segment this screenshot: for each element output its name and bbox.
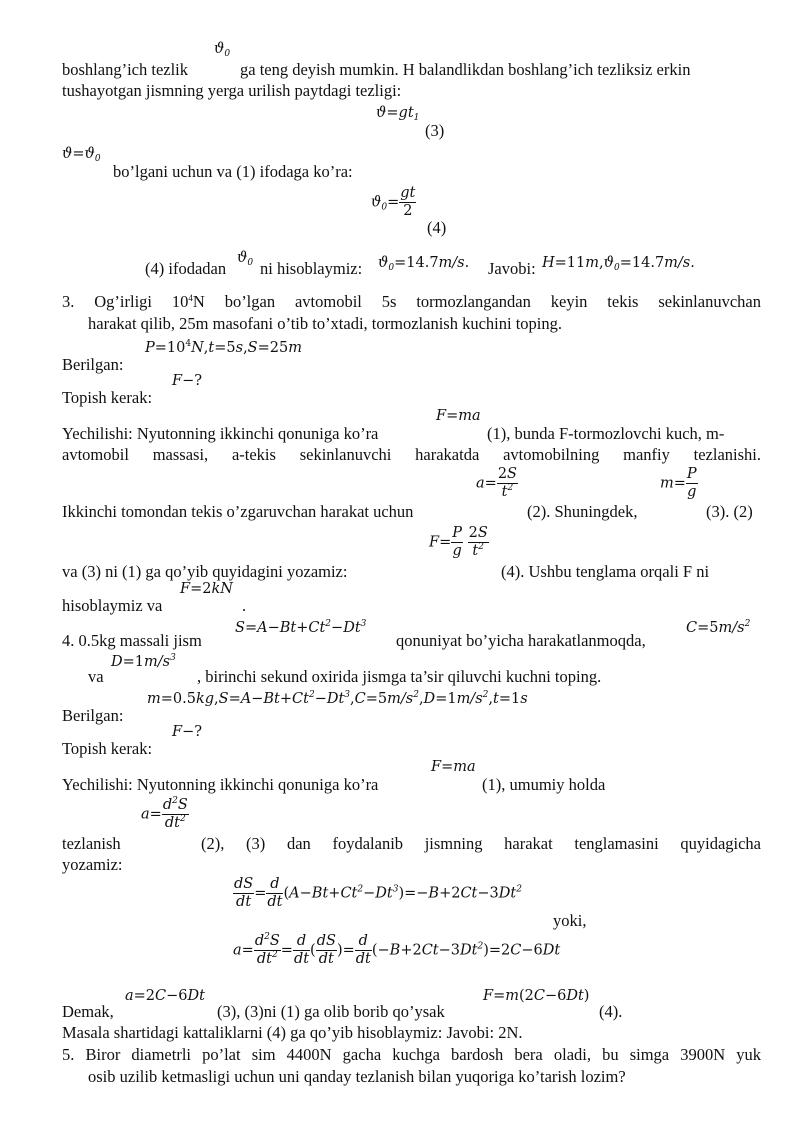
text-line: ni hisoblaymiz:: [260, 259, 363, 278]
formula-a-derivation: a= $\frac{d^2S}{dt^2}$ = $\frac{d}{dt}$ ( $\frac{dS}{dt}$ )= $\frac{d}{dt}$ $(-B+2Ct-3Dt^2)=2C-6Dt$: [233, 932, 561, 967]
text-line: Javobi:: [488, 259, 536, 278]
text-line: (4).: [599, 1002, 623, 1021]
text-line: va (3) ni (1) ga qo’yib quyidagini yozamiz:: [62, 562, 348, 581]
text-line: harakat qilib, 25m masofani o’tib to’xtadi, tormozlanish kuchini toping.: [88, 314, 562, 333]
text-line: Demak,: [62, 1002, 114, 1021]
text-line: yoki,: [553, 911, 587, 930]
formula-C-value: $C=5m/s^2$: [686, 619, 751, 636]
text-line: Berilgan:: [62, 706, 124, 725]
equation-number: (4): [427, 218, 447, 237]
formula-F-P-g-2S-t2: F= $\frac{P}{g}$ $\frac{2S}{t^2}$: [429, 525, 488, 559]
formula-dS-dt: $\frac{dS}{dt}$ = $\frac{d}{dt}$ $(A-Bt+Ct^2-Dt^3)=-B+2Ct-3Dt^2$: [234, 876, 522, 910]
text-line: osib uzilib ketmasligi uchun uni qanday tezlanish bilan yuqoriga ko’tarish lozim?: [88, 1067, 626, 1086]
formula-newton: F=ma: [436, 408, 481, 424]
text-line: avtomobil massasi, a-tekis sekinlanuvchi harakatda avtomobilning manfiy tezlanishi.: [62, 445, 761, 464]
formula-answer: $H=11m,ϑ_0=14.7m/s$.: [542, 255, 695, 273]
formula-v-gt: $ϑ=gt_1$: [376, 105, 420, 123]
text-line: (2), (3) dan foydalanib jismning harakat tenglamasini quyidagicha: [201, 834, 761, 853]
formula-a-2S-t2: a= $\frac{2S}{t^2}$: [476, 466, 517, 500]
formula-v0-value: $ϑ_0=14.7m/s$.: [378, 255, 470, 273]
text-line: hisoblaymiz va: [62, 596, 163, 615]
text-line: (4) ifodadan: [145, 259, 227, 278]
formula-F-m-2C-6Dt: F=m(2C−6Dt): [483, 988, 590, 1004]
text-line: bo’lgani uchun va (1) ifodaga ko’ra:: [113, 162, 353, 181]
text-line: (2). Shuningdek,: [527, 502, 638, 521]
formula-a-2C-6Dt: a=2C−6Dt: [125, 988, 205, 1004]
text-line: Masala shartidagi kattaliklarni (4) ga qo’yib hisoblaymiz: Javobi: 2N.: [62, 1023, 523, 1042]
text-line: Berilgan:: [62, 355, 124, 374]
formula-D-value: $D=1m/s^3$: [111, 653, 176, 670]
formula-v-v0: $ϑ=ϑ_0$: [62, 146, 101, 164]
formula-v0: $ϑ_0$: [214, 41, 231, 59]
text-line: tushayotgan jismning yerga urilish paytdagi tezligi:: [62, 81, 402, 100]
formula-find-F: F−?: [172, 724, 202, 740]
text-line: (3). (2): [706, 502, 753, 521]
text-line: yozamiz:: [62, 855, 123, 874]
text-line: Ikkinchi tomondan tekis o’zgaruvchan harakat uchun: [62, 502, 414, 521]
text-line: (3), (3)ni (1) ga olib borib qo’ysak: [217, 1002, 445, 1021]
text-line: boshlang’ich tezlik: [62, 60, 189, 79]
problem-3-line: 3. Og’irligi $10^4N$ bo’lgan avtomobil 5s tormozlangandan keyin tekis sekinlanuvchan: [62, 292, 761, 311]
formula-given-3: $P=10^4N,t=5s,S=25m$: [145, 339, 302, 356]
problem-5-line: 5. Biror diametrli po’lat sim 4400N gacha kuchga bardosh bera oladi, bu simga 3900N yuk: [62, 1045, 761, 1064]
text-line: qonuniyat bo’yicha harakatlanmoqda,: [396, 631, 646, 650]
text-line: (1), umumiy holda: [482, 775, 606, 794]
formula-find-F: F−?: [172, 373, 202, 389]
text-line: (4). Ushbu tenglama orqali F ni: [501, 562, 710, 581]
equation-number: (3): [425, 121, 445, 140]
text-line: Topish kerak:: [62, 388, 153, 407]
formula-F-2kN: F=2kN: [180, 581, 233, 597]
text-line: .: [242, 596, 247, 615]
text-line: tezlanish: [62, 834, 121, 853]
formula-a-d2S-dt2: a= $\frac{d^2S}{dt^2}$: [141, 796, 188, 831]
formula-S-law: $S=A-Bt+Ct^2-Dt^3$: [235, 619, 367, 636]
text-line: Yechilishi: Nyutonning ikkinchi qonuniga ko’ra: [62, 775, 379, 794]
text-line: Yechilishi: Nyutonning ikkinchi qonuniga ko’ra: [62, 424, 379, 443]
formula-v0-gt2: $ϑ_0=$ $\frac{gt}{2}$: [371, 185, 416, 219]
text-line: , birinchi sekund oxirida jismga ta’sir qiluvchi kuchni toping.: [197, 667, 602, 686]
formula-newton: F=ma: [431, 759, 476, 775]
text-line: Topish kerak:: [62, 739, 153, 758]
text-line: va: [88, 667, 104, 686]
formula-v0-inline: $ϑ_0$: [237, 250, 254, 268]
text-line: ga teng deyish mumkin. H balandlikdan boshlang’ich tezliksiz erkin: [240, 60, 691, 79]
formula-given-4: $m=0.5kg,S=A-Bt+Ct^2-Dt^3,C=5m/s^2,D=1m/s^2,t=1s$: [147, 690, 528, 707]
formula-m-P-g: m= $\frac{P}{g}$: [660, 466, 697, 500]
text-line: (1), bunda F-tormozlovchi kuch, m-: [487, 424, 725, 443]
text-line: 4. 0.5kg massali jism: [62, 631, 202, 650]
